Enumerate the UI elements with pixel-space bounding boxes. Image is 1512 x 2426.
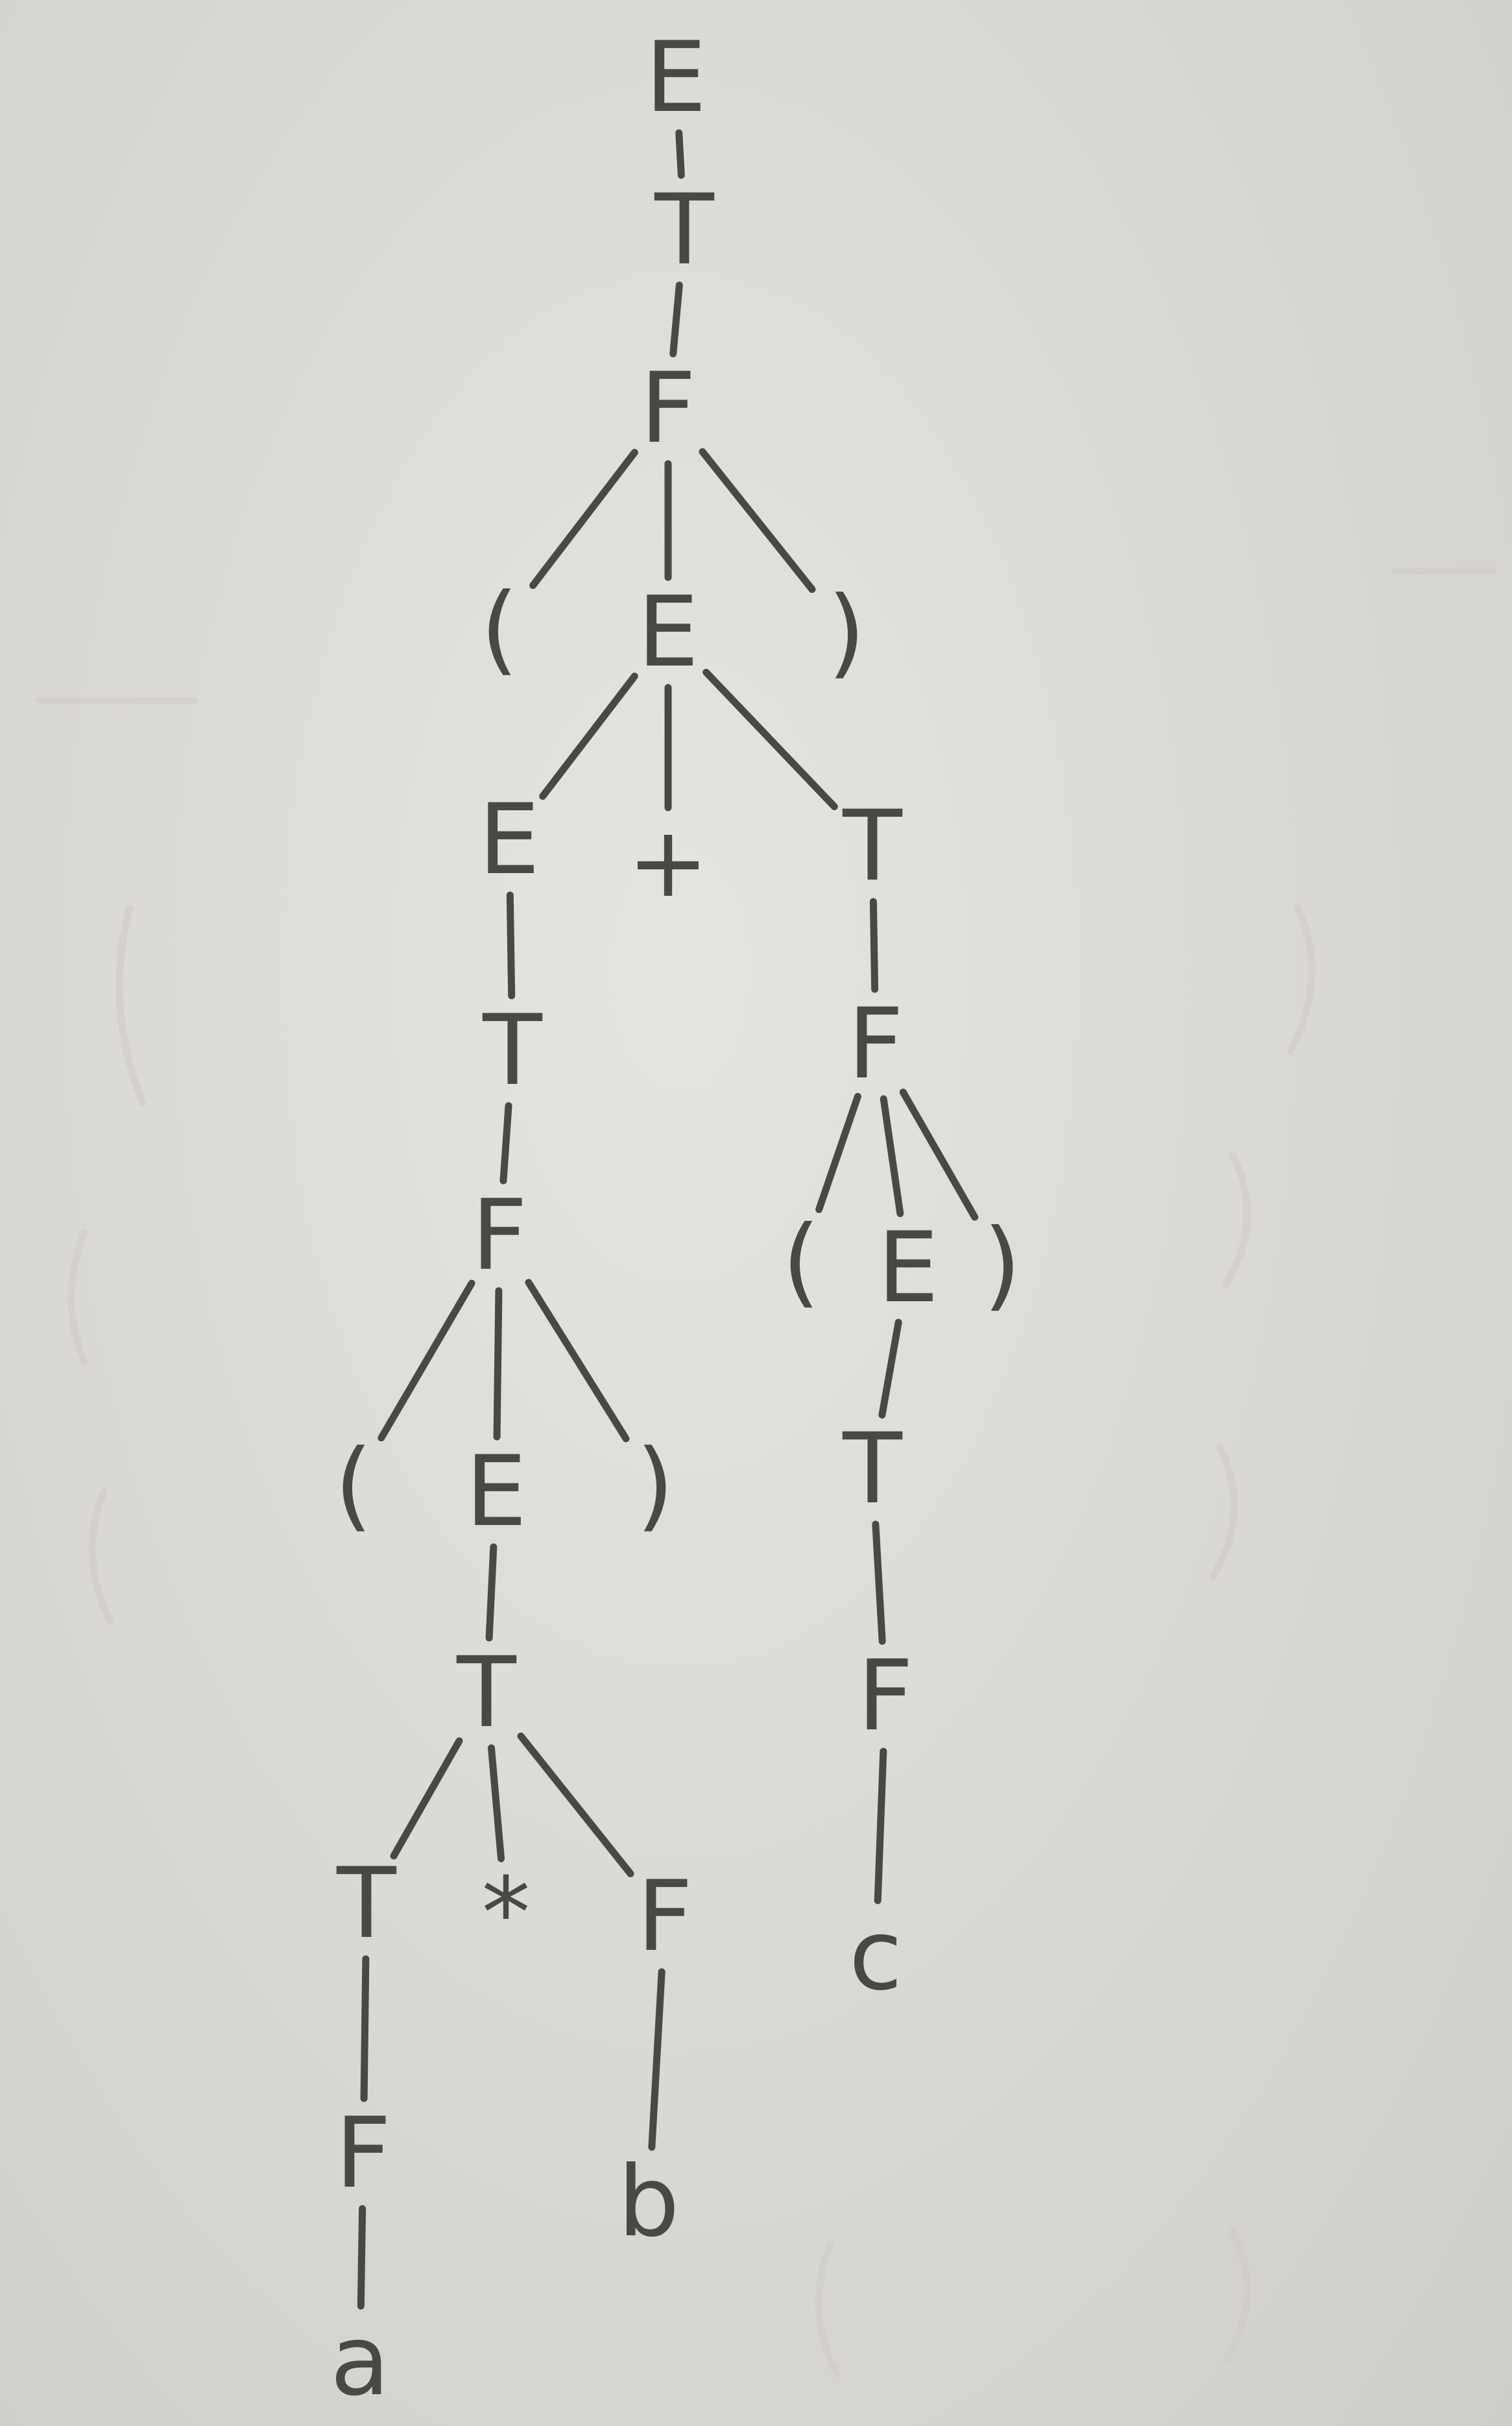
tree-edge-n2-n3 — [673, 285, 680, 354]
tree-edge-n5-n9 — [706, 672, 835, 806]
tree-edge-n20-n24 — [521, 1736, 630, 1873]
tree-edge-n11-n15 — [903, 1092, 974, 1218]
tree-nodes — [330, 21, 1021, 2418]
tree-node-n13: ( — [782, 1205, 821, 1318]
tree-node-n19: T — [843, 1413, 902, 1526]
tree-node-n21: F — [857, 1640, 914, 1753]
tree-edge-n12-n18 — [529, 1282, 626, 1439]
tree-node-n2: T — [654, 174, 714, 287]
tree-edge-n14-n19 — [882, 1323, 898, 1415]
tree-edge-n9-n11 — [873, 902, 874, 989]
tree-edge-n12-n16 — [381, 1283, 472, 1437]
tree-edge-n10-n12 — [503, 1106, 509, 1181]
tree-node-n1: E — [645, 21, 707, 134]
tree-node-n20: T — [457, 1637, 516, 1749]
tree-edge-n1-n2 — [679, 133, 682, 175]
tree-edge-n3-n6 — [702, 451, 812, 589]
tree-node-n10: T — [483, 994, 542, 1107]
tree-node-n25: c — [848, 1899, 903, 2012]
tree-node-n17: E — [465, 1435, 527, 1548]
tree-edge-n7-n10 — [510, 895, 511, 996]
tree-edge-n20-n22 — [394, 1741, 459, 1856]
tree-node-n5: E — [637, 576, 699, 689]
tree-edge-n22-n26 — [364, 1959, 366, 2098]
tree-edge-n5-n7 — [543, 676, 635, 796]
tree-node-n6: ) — [827, 576, 866, 689]
tree-node-n26: F — [335, 2097, 392, 2210]
tree-edge-n11-n14 — [883, 1099, 900, 1214]
tree-node-n27: b — [618, 2146, 680, 2259]
tree-node-n11: F — [847, 988, 904, 1101]
tree-node-n4: ( — [480, 573, 519, 686]
tree-node-n22: T — [337, 1847, 396, 1960]
tree-edge-n11-n13 — [819, 1096, 858, 1209]
tree-node-n18: ) — [636, 1429, 675, 1542]
tree-edge-n12-n17 — [497, 1291, 499, 1437]
tree-edge-n26-n28 — [361, 2209, 362, 2306]
tree-edge-n3-n4 — [533, 453, 635, 586]
tree-node-n12: F — [471, 1179, 528, 1292]
bleed-through-marks — [39, 571, 1492, 2374]
tree-node-n7: E — [478, 784, 540, 896]
tree-edge-n20-n23 — [491, 1748, 501, 1859]
tree-node-n24: F — [636, 1860, 693, 1973]
tree-node-n16: ( — [334, 1429, 373, 1542]
tree-node-n3: F — [640, 352, 697, 465]
tree-node-n8: + — [627, 806, 709, 919]
tree-edge-n17-n20 — [489, 1547, 494, 1638]
tree-node-n23: * — [481, 1857, 531, 1970]
tree-edge-n24-n27 — [652, 1972, 662, 2147]
tree-edge-n19-n21 — [876, 1524, 882, 1641]
tree-node-n15: ) — [983, 1208, 1022, 1321]
tree-node-n14: E — [877, 1212, 939, 1325]
tree-edge-n21-n25 — [878, 1751, 883, 1901]
tree-node-n9: T — [843, 790, 902, 903]
tree-node-n28: a — [330, 2305, 390, 2418]
